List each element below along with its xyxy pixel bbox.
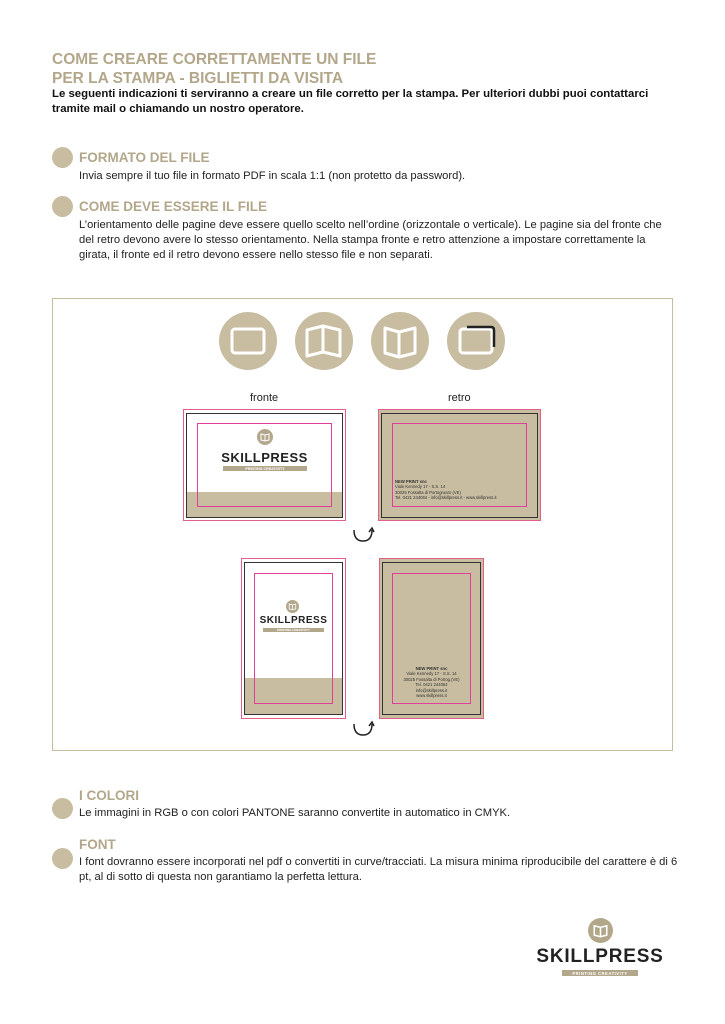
safe-area bbox=[254, 573, 333, 704]
diagram-frame bbox=[52, 298, 673, 751]
section-body: I font dovranno essere incorporati nel pdf o convertiti in curve/tracciati. La misura minima riproducibile del carattere è di 6 pt, al di sotto di questa non garantiamo la perfetta lettura. bbox=[79, 856, 678, 883]
footer-brand: SKILLPRESS bbox=[536, 946, 664, 967]
footer-tagline: PRINTING CREATIVITY bbox=[572, 970, 628, 976]
footer-logo bbox=[532, 916, 668, 980]
section-body: Le immagini in RGB o con colori PANTONE saranno convertite in automatico in CMYK. bbox=[79, 807, 511, 819]
card-tagline: PRINTING CREATIVITY bbox=[245, 466, 285, 471]
address-line: Viale Kennedy 17 - S.S. 14 bbox=[395, 484, 446, 490]
rotate-arrow-icon bbox=[351, 526, 375, 544]
card-landscape-back bbox=[378, 409, 541, 521]
address-line: NEW PRINT snc bbox=[395, 479, 427, 484]
address-line: Tel. 0421 244064 - info@skillpress.it - www.skillpress.it bbox=[395, 495, 497, 501]
title-line-1: COME CREARE CORRETTAMENTE UN FILE bbox=[52, 51, 377, 68]
section-title: FONT bbox=[79, 837, 116, 852]
section-title: FORMATO DEL FILE bbox=[79, 150, 210, 165]
section-body: L’orientamento delle pagine deve essere quello scelto nell’ordine (orizzontale o verticale). Le pagine sia del fronte che del retro devono avere lo stesso orientamento. Nella stampa fronte e retro attenzione a impostare correttamente la girata, il fronte ed il retro devono essere nello stesso file e non separati. bbox=[79, 219, 662, 261]
rotate-arrow-icon bbox=[351, 720, 375, 738]
card-tagline: PRINTING CREATIVITY bbox=[277, 628, 310, 632]
card-landscape-front bbox=[183, 409, 346, 521]
book-logo-icon bbox=[257, 429, 273, 445]
card-address bbox=[395, 479, 497, 501]
rounded-card-icon bbox=[447, 312, 505, 370]
folded-portrait-icon bbox=[371, 312, 429, 370]
address-line: 30025 Fossalta di Portog.(VE) bbox=[403, 676, 460, 682]
address-line: Viale Kennedy 17 - S.S. 14 bbox=[406, 671, 457, 677]
section-title: I COLORI bbox=[79, 788, 139, 803]
bullet-dot bbox=[52, 196, 73, 217]
book-logo-icon bbox=[588, 918, 613, 943]
address-line: www.skillpress.it bbox=[416, 693, 447, 699]
intro-text: Le seguenti indicazioni ti serviranno a creare un file corretto per la stampa. Per ulteriori dubbi puoi contattarci tramite mail o chiamando un nostro operatore. bbox=[52, 88, 649, 115]
card-brand: SKILLPRESS bbox=[221, 450, 308, 465]
bullet-dot bbox=[52, 147, 73, 168]
address-line: 30025 Fossalta di Portogruaro (VE) bbox=[395, 489, 461, 495]
bullet-dot bbox=[52, 848, 73, 869]
bullet-dot bbox=[52, 798, 73, 819]
card-address bbox=[392, 666, 471, 698]
section-title: COME DEVE ESSERE IL FILE bbox=[79, 199, 268, 214]
card-portrait-back bbox=[379, 558, 484, 719]
section-body: Invia sempre il tuo file in formato PDF in scala 1:1 (non protetto da password). bbox=[79, 170, 466, 182]
page-title bbox=[52, 50, 672, 88]
address-line: Tel. 0421 244064 bbox=[415, 682, 448, 688]
address-line: NEW PRINT snc bbox=[415, 666, 448, 671]
label-back: retro bbox=[448, 392, 471, 404]
label-front: fronte bbox=[250, 392, 279, 404]
card-portrait-front bbox=[241, 558, 346, 719]
book-logo-icon bbox=[286, 600, 299, 613]
address-line: info@skillpress.it bbox=[415, 687, 448, 693]
title-line-2: PER LA STAMPA - BIGLIETTI DA VISITA bbox=[52, 70, 344, 87]
folded-landscape-icon bbox=[295, 312, 353, 370]
landscape-card-icon bbox=[219, 312, 277, 370]
card-brand: SKILLPRESS bbox=[259, 615, 328, 626]
